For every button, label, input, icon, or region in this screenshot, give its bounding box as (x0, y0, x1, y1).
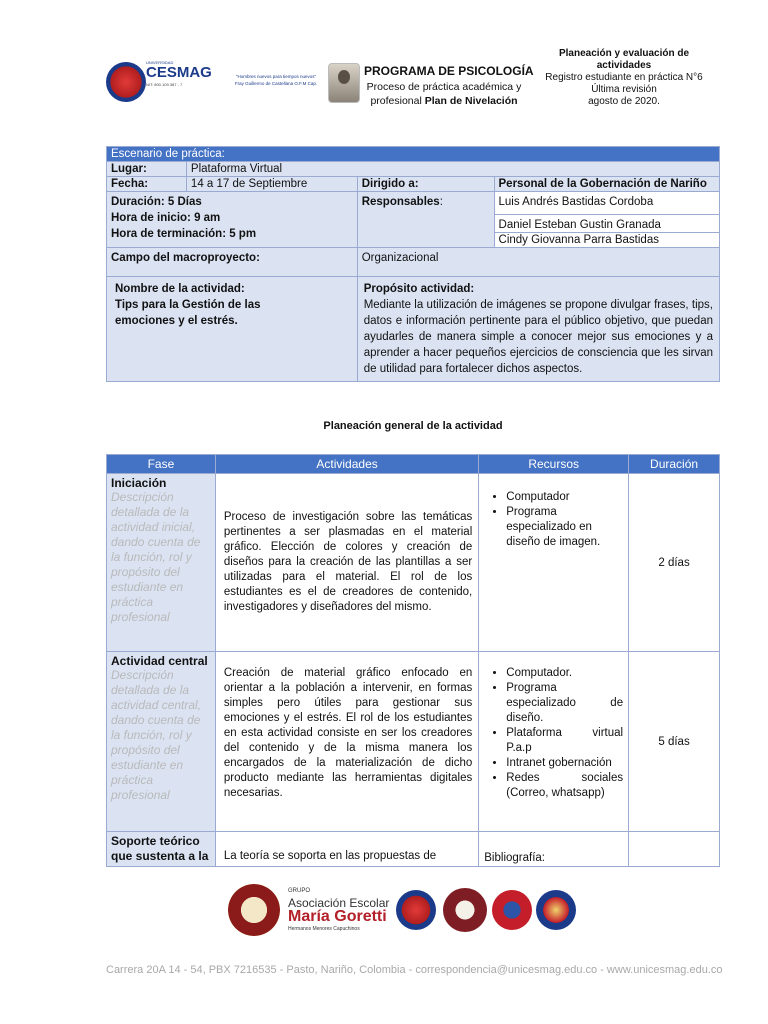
program-subtitle-2: profesional Plan de Nivelación (370, 95, 518, 107)
table-row (107, 832, 720, 867)
responsable-2: Daniel Esteban Gustin Granada (494, 215, 719, 233)
lugar-label: Lugar: (107, 162, 187, 177)
duration: 5 días (629, 652, 720, 832)
motto-line-2: Fray Guillermo de Castellana O.F.M Cap. (234, 81, 318, 86)
cesmag-seal-icon (106, 62, 146, 102)
lugar-value: Plataforma Virtual (186, 162, 719, 177)
phase-name: Actividad central (111, 654, 208, 668)
cesmag-logo (106, 60, 212, 106)
plan-table (106, 454, 720, 867)
college-seal-icon (536, 890, 576, 930)
maria-goretti-crest-icon (228, 884, 280, 936)
dirigido-label: Dirigido a: (357, 177, 494, 192)
fecha-label: Fecha: (107, 177, 187, 192)
col-recursos: Recursos (479, 455, 629, 474)
resources-text: Bibliografía: (479, 832, 629, 867)
campo-value: Organizacional (357, 248, 719, 277)
hora-fin: Hora de terminación: 5 pm (111, 228, 257, 240)
school-seal-icon (492, 890, 532, 930)
motto-line-1: "Hombres nuevos para tiempos nuevos" (235, 74, 317, 79)
activity-text: Creación de material gráfico enfocado en orientar a la población a intervenir, en formas simples pero útiles para gestionar sus emociones y el estrés. El rol de los estudiantes en esta actividad consiste en ser los creadores del contenido y de la misma manera los encargados de la materialización de dicho producto mediante las herramientas digitales necesarias. (215, 652, 478, 832)
duracion: Duración: 5 Días (111, 196, 202, 208)
list-item: • Programa especializado de diseño. (506, 681, 623, 726)
doc-title-1: Planeación y evaluación de (558, 48, 690, 59)
responsable-3: Cindy Giovanna Parra Bastidas (494, 233, 719, 248)
nombre-value: Tips para la Gestión de las emociones y el estrés. (115, 299, 261, 327)
program-title: PROGRAMA DE PSICOLOGÍA (364, 64, 534, 78)
proposito-value: Mediante la utilización de imágenes se propone divulgar frases, tips, datos e información pertinente para el público objetivo, que puedan ayudarles de manera simple a conocer mejor sus emociones y a aprender a hacer pequeños ejercicios de consciencia que les sirvan de utilidad para fortalecer dichos aspectos. (363, 299, 713, 375)
plan-heading: Planeación general de la actividad (323, 420, 503, 432)
list-item: • Intranet gobernación (506, 756, 623, 771)
doc-register: Registro estudiante en práctica N°6 (545, 72, 703, 83)
hermanos-label: Hermanos Menores Capuchinos (288, 926, 360, 932)
duration (629, 832, 720, 867)
phase-description: Descripción detallada de la actividad central, dando cuenta de la función, rol y propósito del estudiante en práctica profesional (111, 668, 202, 802)
cesmag-name: CESMAG (146, 64, 212, 81)
col-actividades: Actividades (215, 455, 478, 474)
resources-list (484, 490, 623, 550)
activity-text: La teoría se soporta en las propuestas de (215, 832, 478, 867)
plan-nivelacion: Plan de Nivelación (424, 95, 518, 107)
institution-seal-icon (443, 888, 487, 932)
doc-date: agosto de 2020. (588, 96, 660, 107)
hora-inicio: Hora de inicio: 9 am (111, 212, 221, 224)
duration: 2 días (629, 474, 720, 652)
phase-name: Iniciación (111, 476, 167, 490)
table-row (107, 474, 720, 652)
grupo-label: GRUPO (288, 888, 311, 894)
list-item: • Plataforma virtual P.a.p (506, 726, 623, 756)
doc-revision: Última revisión (591, 84, 657, 95)
document-info (528, 48, 720, 108)
activity-text: Proceso de investigación sobre las temáticas pertinentes a ser plasmadas en el material gráfico. Elección de colores y creación de diseños para la creación de las plantillas a ser utilizadas para el material. El rol de los estudiantes es el de creadores de contenido, investigadores y diseñadores del mismo. (215, 474, 478, 652)
phase-name: Soporte teórico que sustenta a la (111, 834, 209, 863)
col-fase: Fase (107, 455, 216, 474)
col-duracion: Duración (629, 455, 720, 474)
activity-info-table: Escenario de práctica: Lugar: Plataforma Virtual Fecha: 14 a 17 de Septiembre Dirigido a: Personal de la Gobernación de Nariño Duración: 5 Días Hora de inicio: 9 am Hora de terminación: 5 pm Responsables: Luis Andrés Bastidas Cordoba Daniel Esteban Gustin Granada Cindy Giovanna Parra Bastidas Campo del macroproyecto: Organizacional Nombre de la actividad: Tips para la Gestión de las emociones y el estrés. Propósito actividad: Mediante la utilización de imágenes se propone divulgar frases, tips, datos e información pertinente para el público objetivo, que puedan ayudarles de manera simple a conocer mejor sus emociones y a aprender a hacer pequeños ejercicios de consciencia que les sirvan de utilidad para fortalecer dichos aspectos. (106, 146, 720, 382)
unicesmag-seal-icon (396, 890, 436, 930)
phase-description: Descripción detallada de la actividad inicial, dando cuenta de la función, rol y propósito del estudiante en práctica profesional (111, 490, 201, 624)
campo-label: Campo del macroproyecto: (107, 248, 358, 277)
purpose-cell (357, 277, 719, 382)
nombre-label: Nombre de la actividad: (115, 283, 245, 295)
cesmag-top-text: UNIVERSIDAD (146, 60, 174, 65)
list-item: • Programa especializado en diseño de imagen. (506, 505, 623, 550)
list-item: • Redes sociales (Correo, whatsapp) (506, 771, 623, 801)
resources-list (484, 666, 623, 801)
doc-title-2: actividades (596, 60, 652, 71)
program-subtitle-1: Proceso de práctica académica y (366, 81, 522, 93)
activity-name-cell (107, 277, 358, 382)
cesmag-nit: NIT: 800.109.387 - 7 (146, 82, 183, 87)
proposito-label: Propósito actividad: (363, 283, 475, 295)
responsables-label: Responsables (361, 196, 440, 208)
list-item: • Computador (506, 490, 623, 505)
dirigido-value: Personal de la Gobernación de Nariño (494, 177, 719, 192)
responsable-1: Luis Andrés Bastidas Cordoba (494, 192, 719, 215)
footer-address: Carrera 20A 14 - 54, PBX 7216535 - Pasto, Nariño, Colombia - correspondencia@unicesmag.edu.co - www.unicesmag.edu.co (106, 964, 723, 976)
asociacion-label: Asociación Escolar (288, 896, 390, 910)
scenario-label: Escenario de práctica: (107, 147, 720, 162)
fecha-value: 14 a 17 de Septiembre (186, 177, 357, 192)
maria-goretti-label: María Goretti (288, 908, 387, 925)
table-row (107, 652, 720, 832)
founder-portrait (328, 63, 360, 103)
list-item: • Computador. (506, 666, 623, 681)
motto (226, 73, 326, 87)
